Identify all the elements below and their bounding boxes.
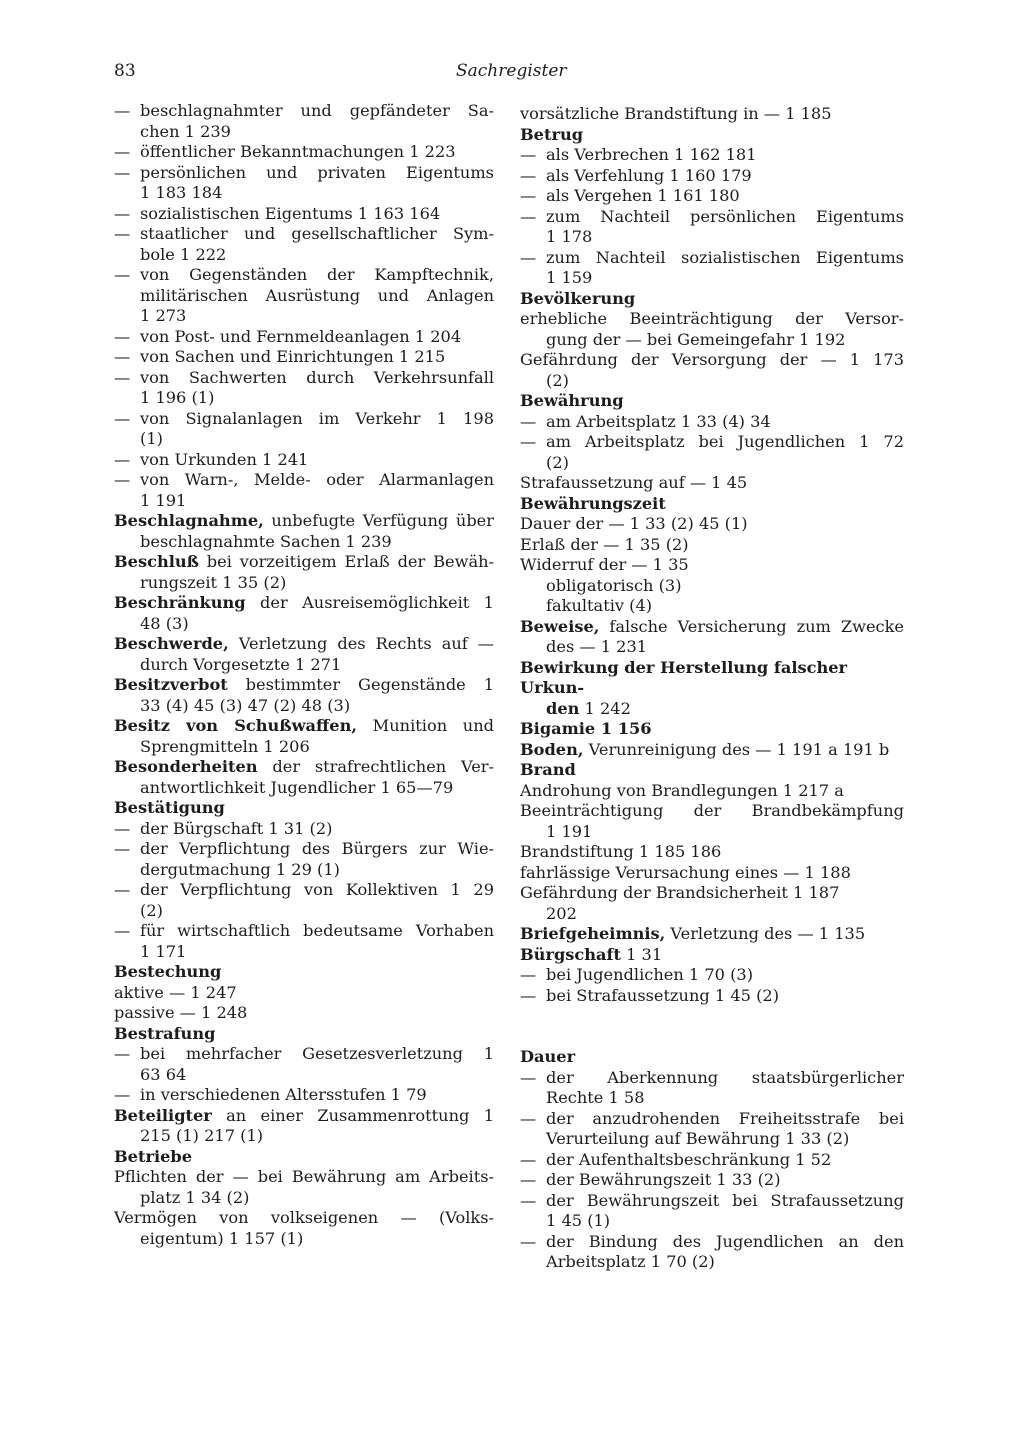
index-subentry: — staatlicher und gesellschaftlicher Sym- bbox=[114, 224, 494, 243]
dash: — bbox=[114, 1044, 131, 1063]
index-subentry: — der Verpflichtung von Kollektiven 1 29 bbox=[114, 880, 494, 899]
index-subentry: — von Gegenständen der Kampftechnik, bbox=[114, 265, 494, 284]
dash: — bbox=[520, 1190, 537, 1210]
index-keyword: Beschränkung bbox=[114, 593, 246, 612]
index-line: aktive — 1 247 bbox=[114, 982, 237, 1002]
index-continuation: eigentum) 1 157 (1) bbox=[140, 1228, 304, 1248]
index-heading: Brand bbox=[520, 760, 576, 779]
index-heading: Betriebe bbox=[114, 1146, 193, 1166]
index-continuation: gung der — bei Gemeingefahr 1 192 bbox=[546, 329, 846, 349]
index-continuation: 33 (4) 45 (3) 47 (2) 48 (3) bbox=[140, 695, 351, 715]
index-subentry: — der Bewährungszeit 1 33 (2) bbox=[520, 1170, 781, 1189]
dash: — bbox=[520, 186, 537, 205]
index-subentry: — in verschiedenen Altersstufen 1 79 bbox=[114, 1085, 427, 1104]
dash: — bbox=[114, 449, 131, 469]
index-entry: Beschwerde, Verletzung des Rechts auf — bbox=[114, 634, 494, 653]
index-line: Beeinträchtigung der Brandbekämpfung bbox=[520, 801, 904, 820]
index-subentry: — von Post- und Fernmeldeanlagen 1 204 bbox=[114, 326, 462, 346]
index-subentry: — öffentlicher Bekanntmachungen 1 223 bbox=[114, 142, 456, 161]
index-subentry: — der Bürgschaft 1 31 (2) bbox=[114, 818, 333, 838]
index-line: Brandstiftung 1 185 186 bbox=[520, 842, 722, 861]
index-continuation: (2) bbox=[546, 370, 569, 390]
index-line: Pflichten der — bei Bewährung am Arbeits- bbox=[114, 1167, 494, 1186]
index-continuation: 1 196 (1) bbox=[140, 388, 215, 407]
dash: — bbox=[114, 224, 131, 243]
index-subentry: — von Sachwerten durch Verkehrsunfall bbox=[114, 367, 494, 387]
index-subentry: — als Verfehlung 1 160 179 bbox=[520, 165, 752, 185]
dash: — bbox=[114, 265, 131, 284]
index-column-right bbox=[520, 104, 904, 1273]
index-heading: Bestrafung bbox=[114, 1023, 216, 1043]
dash: — bbox=[114, 142, 131, 161]
index-continuation: 215 (1) 217 (1) bbox=[140, 1126, 264, 1145]
index-heading: Bewährungszeit bbox=[520, 493, 666, 513]
index-subentry: — bei Strafaussetzung 1 45 (2) bbox=[520, 985, 780, 1005]
index-continuation: den 1 242 bbox=[546, 698, 631, 718]
dash: — bbox=[114, 1085, 131, 1104]
index-continuation: beschlagnahmte Sachen 1 239 bbox=[140, 531, 392, 551]
index-line: Widerruf der — 1 35 bbox=[520, 555, 689, 574]
index-entry: Beweise, falsche Versicherung zum Zwecke bbox=[520, 616, 904, 636]
dash: — bbox=[114, 347, 131, 366]
index-line: Vermögen von volkseigenen — (Volks- bbox=[114, 1208, 494, 1227]
dash: — bbox=[114, 162, 131, 182]
index-keyword: Beteiligter bbox=[114, 1105, 212, 1125]
index-heading: Betrug bbox=[520, 124, 584, 144]
index-subentry: — zum Nachteil sozialistischen Eigentums bbox=[520, 247, 904, 267]
index-line: Erlaß der — 1 35 (2) bbox=[520, 534, 689, 554]
index-heading: Bestechung bbox=[114, 962, 222, 981]
dash: — bbox=[114, 818, 131, 838]
index-entry: Beschlagnahme, unbefugte Verfügung über bbox=[114, 511, 494, 530]
index-subentry: — der anzudrohenden Freiheitsstrafe bei bbox=[520, 1108, 904, 1128]
dash: — bbox=[114, 203, 131, 223]
index-subentry: — am Arbeitsplatz bei Jugendlichen 1 72 bbox=[520, 432, 904, 451]
index-subentry: — von Signalanlagen im Verkehr 1 198 bbox=[114, 408, 494, 428]
dash: — bbox=[114, 326, 131, 346]
dash: — bbox=[520, 1108, 537, 1128]
index-continuation: 1 183 184 bbox=[140, 183, 223, 202]
index-keyword: Besonderheiten bbox=[114, 757, 258, 776]
dash: — bbox=[114, 921, 131, 940]
index-subentry: — der Aberkennung staatsbürgerlicher bbox=[520, 1067, 904, 1087]
dash: — bbox=[520, 145, 537, 164]
dash: — bbox=[520, 165, 537, 185]
dash: — bbox=[114, 880, 131, 899]
dash: — bbox=[520, 1231, 537, 1251]
index-heading: Bigamie 1 156 bbox=[520, 719, 652, 738]
index-continuation: 48 (3) bbox=[140, 613, 189, 633]
dash: — bbox=[520, 432, 537, 451]
index-heading: Bestätigung bbox=[114, 798, 225, 817]
index-subline: obligatorisch (3) bbox=[546, 575, 682, 595]
index-continuation: (2) bbox=[140, 900, 163, 920]
index-subentry: — beschlagnahmter und gepfändeter Sa- bbox=[114, 101, 494, 120]
index-subentry: — von Urkunden 1 241 bbox=[114, 449, 309, 469]
index-keyword: Besitzverbot bbox=[114, 675, 228, 694]
dash: — bbox=[520, 965, 537, 984]
dash: — bbox=[520, 985, 537, 1005]
index-keyword: den bbox=[546, 698, 580, 718]
index-subentry: — der Aufenthaltsbeschränkung 1 52 bbox=[520, 1149, 832, 1169]
index-line: Gefährdung der Brandsicherheit 1 187 bbox=[520, 883, 840, 902]
index-continuation: 1 191 bbox=[546, 821, 593, 841]
index-continuation: chen 1 239 bbox=[140, 121, 231, 141]
index-heading: Dauer bbox=[520, 1047, 576, 1066]
dash: — bbox=[114, 101, 131, 120]
index-continuation: des — 1 231 bbox=[546, 637, 648, 656]
index-entry: Besonderheiten der strafrechtlichen Ver- bbox=[114, 757, 494, 776]
index-subentry: — von Warn-, Melde- oder Alarmanlagen bbox=[114, 470, 494, 489]
dash: — bbox=[520, 247, 537, 267]
index-line: Strafaussetzung auf — 1 45 bbox=[520, 473, 748, 492]
index-continuation: rungszeit 1 35 (2) bbox=[140, 572, 287, 592]
index-continuation: platz 1 34 (2) bbox=[140, 1187, 250, 1207]
index-entry: Beteiligter an einer Zusammenrottung 1 bbox=[114, 1105, 494, 1125]
index-continuation: 1 171 bbox=[140, 941, 187, 961]
dash: — bbox=[520, 1170, 537, 1189]
index-subentry: — für wirtschaftlich bedeutsame Vorhaben bbox=[114, 921, 494, 940]
index-continuation: 202 bbox=[546, 903, 577, 923]
index-entry: Besitzverbot bestimmter Gegenstände 1 bbox=[114, 675, 494, 694]
index-subentry: — persönlichen und privaten Eigentums bbox=[114, 162, 494, 182]
index-continuation: 63 64 bbox=[140, 1064, 187, 1084]
index-line: Dauer der — 1 33 (2) 45 (1) bbox=[520, 514, 748, 533]
index-continuation: 1 178 bbox=[546, 227, 593, 246]
index-keyword: Beschlagnahme, bbox=[114, 511, 264, 530]
index-continuation: Sprengmitteln 1 206 bbox=[140, 736, 310, 756]
index-continuation: dergutmachung 1 29 (1) bbox=[140, 859, 340, 879]
index-continuation: (2) bbox=[546, 452, 569, 472]
index-subentry: — der Bindung des Jugendlichen an den bbox=[520, 1231, 904, 1251]
index-subentry: — bei Jugendlichen 1 70 (3) bbox=[520, 965, 754, 984]
index-line: Gefährdung der Versorgung der — 1 173 bbox=[520, 350, 904, 369]
index-keyword: Briefgeheimnis, bbox=[520, 924, 666, 943]
index-subentry: — sozialistischen Eigentums 1 163 164 bbox=[114, 203, 441, 223]
index-continuation: militärischen Ausrüstung und Anlagen bbox=[140, 285, 494, 305]
index-entry: Beschränkung der Ausreisemöglichkeit 1 bbox=[114, 593, 494, 612]
index-keyword: Beschwerde, bbox=[114, 634, 229, 653]
dash: — bbox=[520, 411, 537, 431]
index-entry: Briefgeheimnis, Verletzung des — 1 135 bbox=[520, 924, 866, 943]
dash: — bbox=[114, 470, 131, 489]
index-continuation: Arbeitsplatz 1 70 (2) bbox=[546, 1252, 715, 1271]
index-continuation: antwortlichkeit Jugendlicher 1 65—79 bbox=[140, 777, 454, 797]
index-entry: Beschluß bei vorzeitigem Erlaß der Bewäh- bbox=[114, 552, 494, 571]
index-continuation: 1 273 bbox=[140, 306, 187, 325]
index-keyword: Bürgschaft bbox=[520, 944, 621, 964]
section-gap bbox=[520, 1006, 904, 1047]
index-subentry: — der Verpflichtung des Bürgers zur Wie- bbox=[114, 839, 494, 858]
dash: — bbox=[114, 408, 131, 428]
index-continuation: Verurteilung auf Bewährung 1 33 (2) bbox=[546, 1129, 850, 1148]
index-column-left bbox=[114, 101, 494, 1249]
index-subentry: — als Verbrechen 1 162 181 bbox=[520, 145, 757, 164]
dash: — bbox=[520, 1067, 537, 1087]
index-line: fahrlässige Verursachung eines — 1 188 bbox=[520, 862, 851, 882]
index-keyword: Beweise, bbox=[520, 616, 600, 636]
running-head: Sachregister bbox=[456, 61, 567, 81]
index-heading: Bewirkung der Herstellung falscher Urkun- bbox=[520, 657, 848, 697]
index-continuation: (1) bbox=[140, 429, 163, 448]
index-line: vorsätzliche Brandstiftung in — 1 185 bbox=[520, 104, 832, 123]
index-heading: Bewährung bbox=[520, 391, 624, 410]
index-continuation: 1 45 (1) bbox=[546, 1211, 611, 1230]
index-keyword: Besitz von Schußwaffen, bbox=[114, 716, 357, 735]
index-line: passive — 1 248 bbox=[114, 1003, 248, 1022]
index-keyword: Beschluß bbox=[114, 552, 199, 571]
dash: — bbox=[114, 839, 131, 858]
index-subentry: — bei mehrfacher Gesetzesverletzung 1 bbox=[114, 1044, 494, 1063]
index-continuation: 1 159 bbox=[546, 268, 593, 287]
index-subentry: — der Bewährungszeit bei Strafaussetzung bbox=[520, 1190, 904, 1210]
index-continuation: durch Vorgesetzte 1 271 bbox=[140, 654, 342, 674]
index-subentry: — am Arbeitsplatz 1 33 (4) 34 bbox=[520, 411, 771, 431]
index-line: Androhung von Brandlegungen 1 217 a bbox=[520, 780, 844, 800]
index-subentry: — von Sachen und Einrichtungen 1 215 bbox=[114, 347, 446, 366]
index-entry: Boden, Verunreinigung des — 1 191 a 191 b bbox=[520, 739, 890, 759]
dash: — bbox=[520, 1149, 537, 1169]
index-continuation: 1 191 bbox=[140, 490, 187, 510]
index-entry: Besitz von Schußwaffen, Munition und bbox=[114, 716, 494, 735]
index-continuation: bole 1 222 bbox=[140, 244, 227, 264]
index-subentry: — als Vergehen 1 161 180 bbox=[520, 186, 740, 205]
page-number: 83 bbox=[114, 61, 136, 81]
dash: — bbox=[520, 206, 537, 226]
index-continuation: Rechte 1 58 bbox=[546, 1088, 645, 1107]
index-subline: fakultativ (4) bbox=[546, 596, 653, 615]
index-entry: Bürgschaft 1 31 bbox=[520, 944, 663, 964]
dash: — bbox=[114, 367, 131, 387]
index-line: erhebliche Beeinträchtigung der Versor- bbox=[520, 309, 904, 328]
index-subentry: — zum Nachteil persönlichen Eigentums bbox=[520, 206, 904, 226]
index-keyword: Boden, bbox=[520, 739, 584, 759]
index-heading: Bevölkerung bbox=[520, 288, 636, 308]
